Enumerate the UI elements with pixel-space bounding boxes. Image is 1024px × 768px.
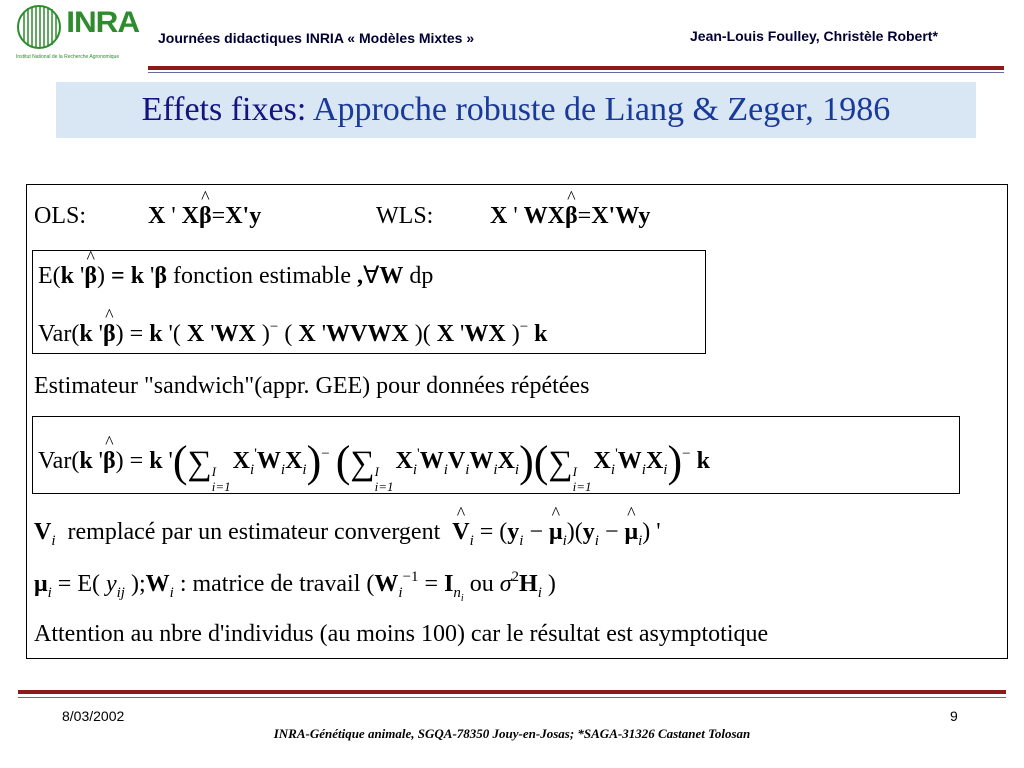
footer-rule	[18, 690, 1006, 694]
slide-title-box	[56, 82, 976, 138]
footer-date: 8/03/2002	[62, 708, 125, 724]
remplace-text: remplacé par un estimateur convergent	[67, 519, 441, 545]
vi-replacement-line: $V_i$ remplacé par un estimateur convergent ^ $V_i = (y_i$ − ^ $\mu_i)(y_i$ − ^ $\mu_i$) '	[34, 520, 661, 549]
page-number: 9	[950, 708, 958, 724]
footer-rule-thin	[18, 697, 1006, 698]
globe-icon	[16, 4, 62, 50]
slide-title	[142, 91, 891, 129]
inra-logo	[14, 2, 138, 62]
header-title: Journées didactiques INRIA « Modèles Mixtes »	[158, 30, 475, 46]
fonction-estimable-text: fonction estimable	[173, 263, 351, 289]
expectation-formula: E(k '^ β) = k 'β fonction estimable ,∀W dp	[38, 264, 433, 288]
header-rule-thin	[148, 72, 1004, 73]
wls-label: WLS:	[376, 203, 434, 229]
header-authors: Jean-Louis Foulley, Christèle Robert*	[690, 28, 938, 44]
matrice-text: : matrice de travail (	[179, 571, 375, 597]
slide-title-part2: Approche robuste de Liang & Zeger, 1986	[312, 91, 891, 128]
logo-brand: INRA	[66, 6, 140, 39]
variance-formula-wls: Var(k '^ β) = k '( X 'WX )− ( X 'WVWX )( X 'WX )− k	[38, 320, 548, 346]
wls-equation: X ' WX^ β=X'Wy	[490, 204, 650, 228]
ols-label: OLS:	[34, 203, 87, 229]
footer-institution: INRA-Génétique animale, SGQA-78350 Jouy-en-Josas; *SAGA-31326 Castanet Tolosan	[273, 726, 751, 741]
header-rule	[148, 66, 1004, 70]
working-matrix-line: $\mu_i = E$( $y_{ij}$ )$;W_i$ : matrice de travail ($W_i^{-1} = I_{n_i}$ ou $\sigma^2H_i$ )	[34, 569, 556, 604]
sandwich-formula: Var(k '^ β) = k '(∑ I i=1 $X_i'W_iX_i)^-$ (∑ I i=1 $X_i'W_iV_iW_iX_i)(\sum$ I i=1 $X_i'W_iX_i)^-$ k	[38, 440, 710, 495]
dp-text: dp	[409, 263, 434, 289]
sandwich-text: Estimateur "sandwich"(appr. GEE) pour données répétées	[34, 373, 590, 399]
slide-title-part1: Effets fixes:	[141, 91, 313, 128]
ols-equation: X ' X^ β=X'y	[148, 204, 261, 228]
attention-note: Attention au nbre d'individus (au moins 100) car le résultat est asymptotique	[34, 621, 769, 647]
ou-text: ou	[469, 571, 494, 597]
logo-tagline: Institut National de la Recherche Agronomique	[16, 54, 120, 60]
